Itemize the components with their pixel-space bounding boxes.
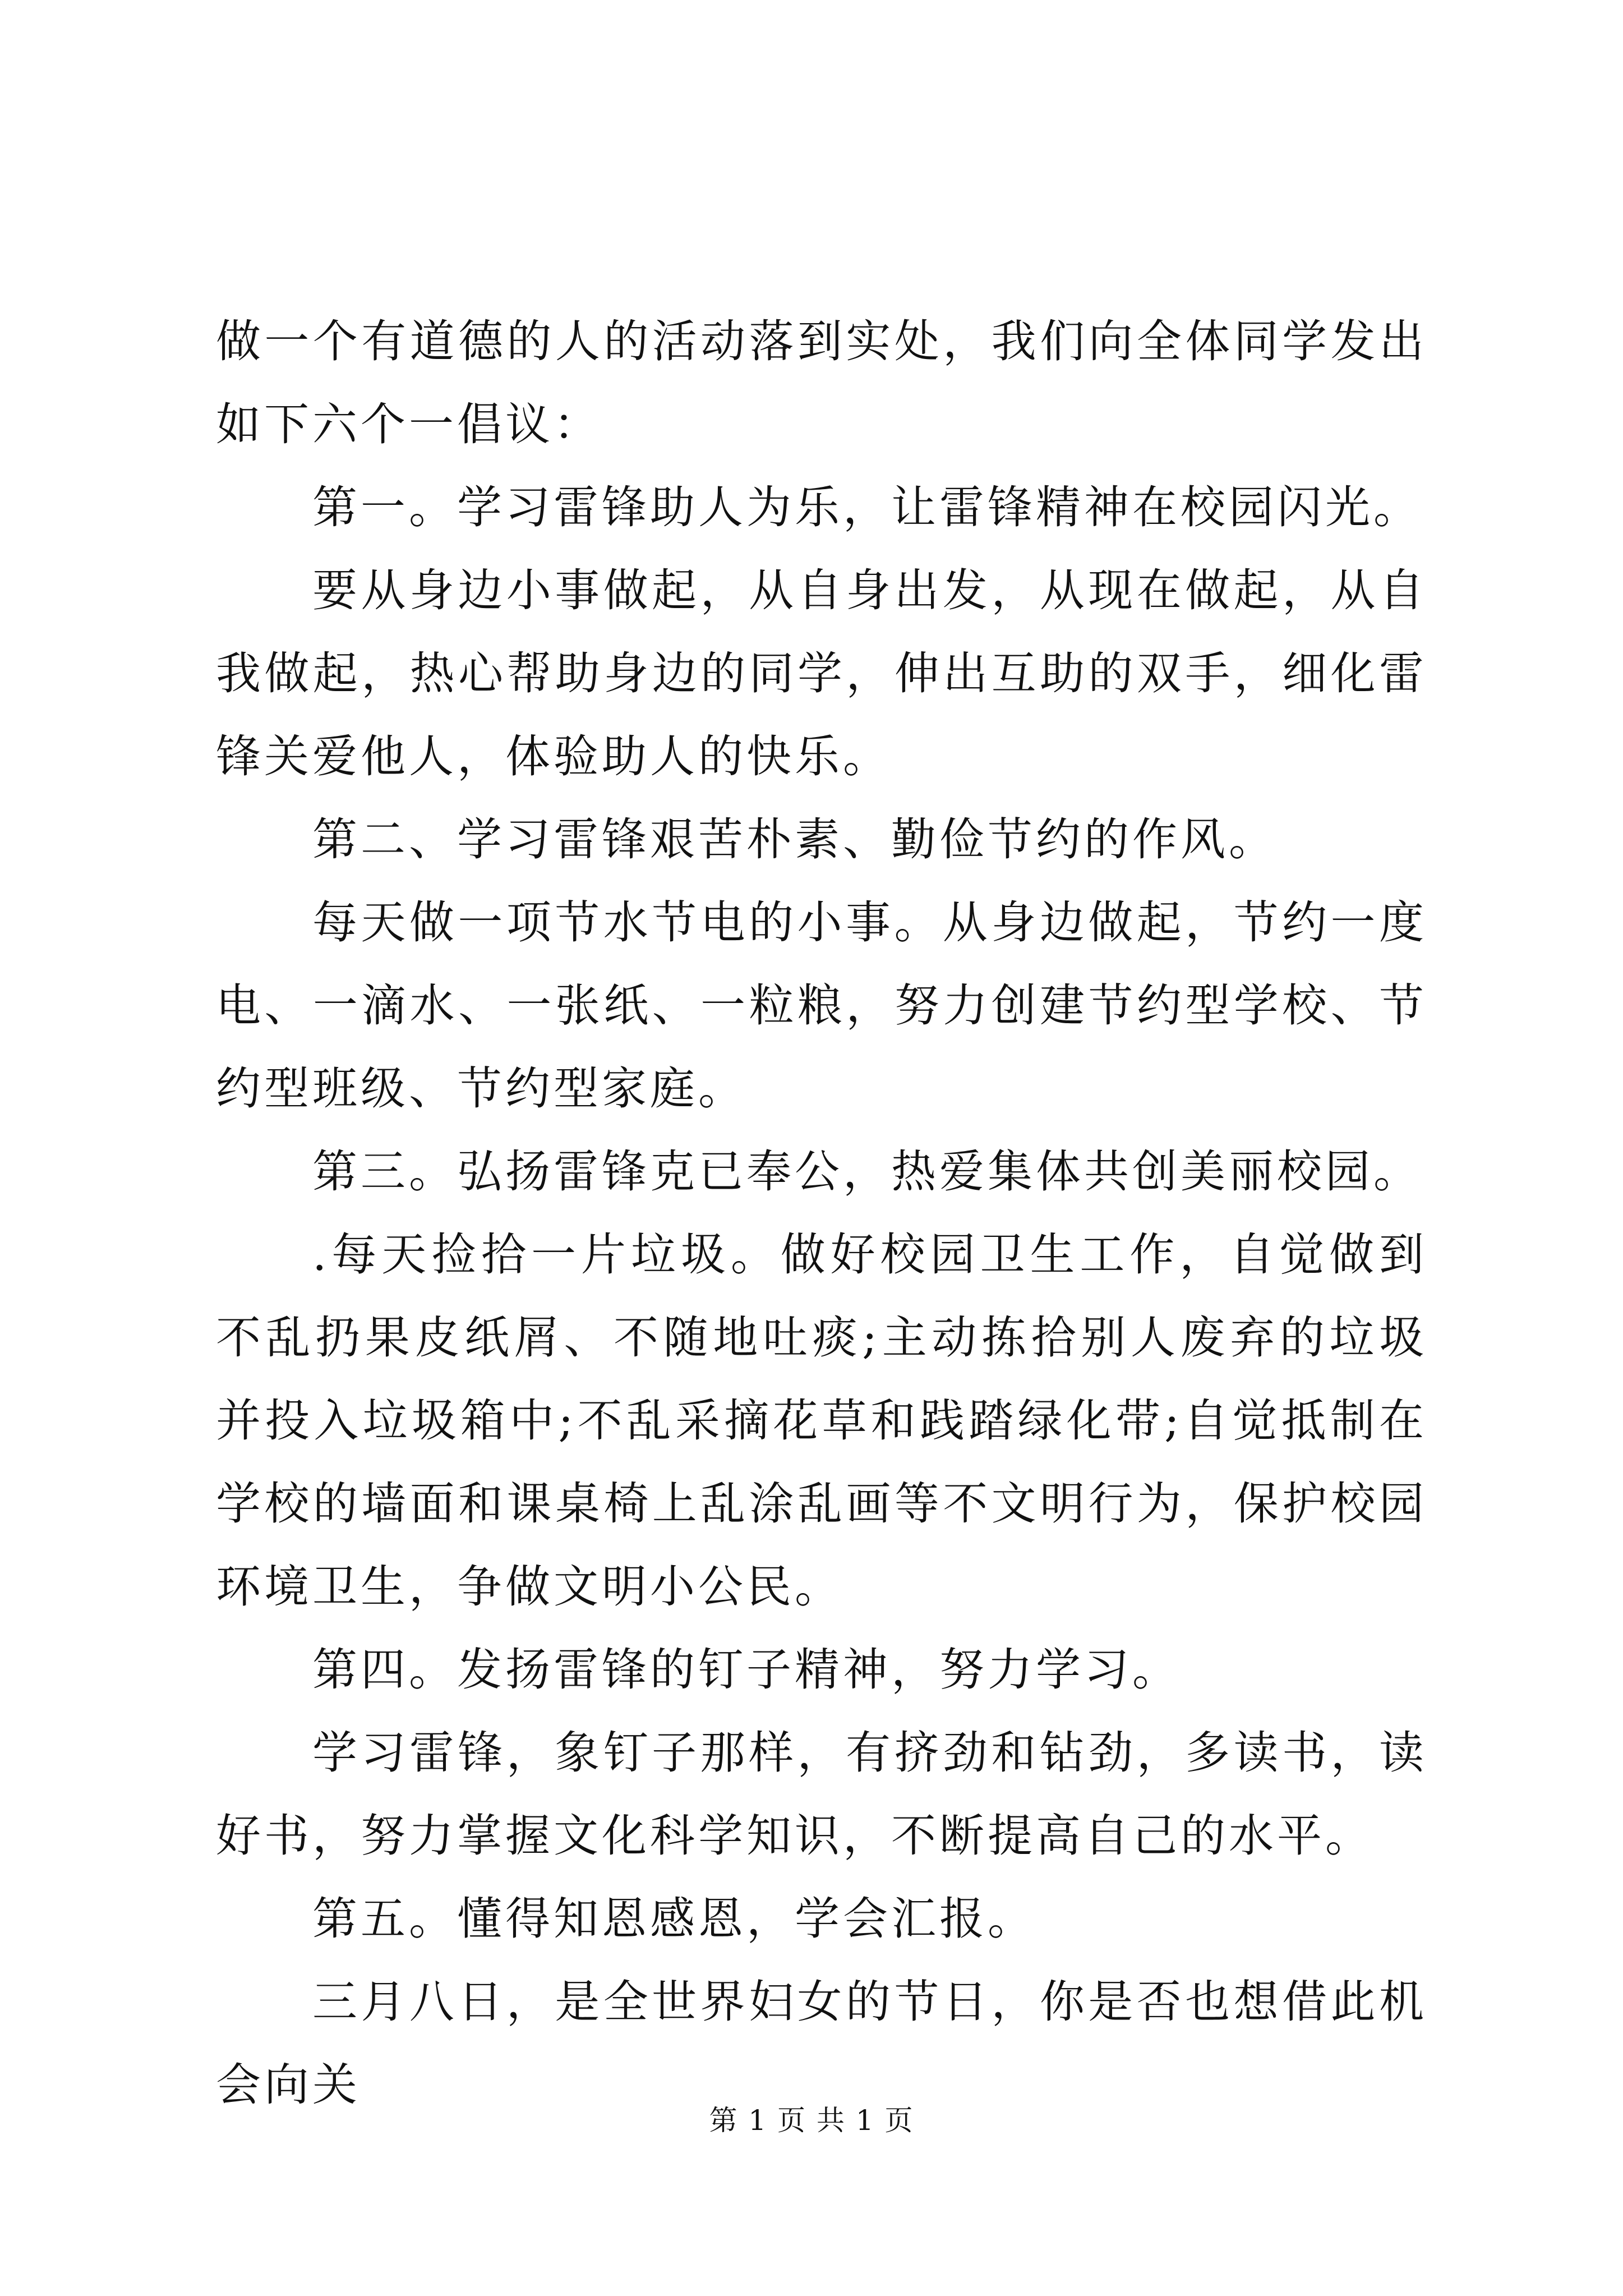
document-body [216,300,1427,2127]
paragraph-body-4: 学习雷锋，象钉子那样，有挤劲和钻劲，多读书，读好书，努力掌握文化科学知识，不断提高自己的水平。 [216,1727,1427,1862]
paragraph-intro: 做一个有道德的人的活动落到实处，我们向全体同学发出如下六个一倡议： [216,315,1427,450]
paragraph-heading-2: 第二、学习雷锋艰苦朴素、勤俭节约的作风。 [312,813,1277,866]
paragraph-heading-3: 第三。弘扬雷锋克已奉公，热爱集体共创美丽校园。 [312,1145,1422,1198]
paragraph-heading-4: 第四。发扬雷锋的钉子精神，努力学习。 [312,1644,1181,1696]
paragraph-body-5: 三月八日，是全世界妇女的节日，你是否也想借此机会向关 [216,1976,1427,2111]
paragraph-body-2: 每天做一项节水节电的小事。从身边做起，节约一度电、一滴水、一张纸、一粒粮，努力创建节约型学校、节约型班级、节约型家庭。 [216,896,1427,1115]
paragraph-body-3: .每天捡拾一片垃圾。做好校园卫生工作，自觉做到不乱扔果皮纸屑、不随地吐痰;主动拣拾别人废弃的垃圾并投入垃圾箱中;不乱采摘花草和践踏绿化带;自觉抵制在学校的墙面和课桌椅上乱涂乱画等不文明行为，保护校园环境卫生，争做文明小公民。 [216,1228,1427,1613]
paragraph-body-1: 要从身边小事做起，从自身出发，从现在做起，从自我做起，热心帮助身边的同学，伸出互助的双手，细化雷锋关爱他人，体验助人的快乐。 [216,564,1427,783]
paragraph-heading-1: 第一。学习雷锋助人为乐，让雷锋精神在校园闪光。 [312,481,1422,533]
page-footer: 第 1 页 共 1 页 [709,2104,914,2137]
paragraph-heading-5: 第五。懂得知恩感恩，学会汇报。 [312,1893,1036,1945]
